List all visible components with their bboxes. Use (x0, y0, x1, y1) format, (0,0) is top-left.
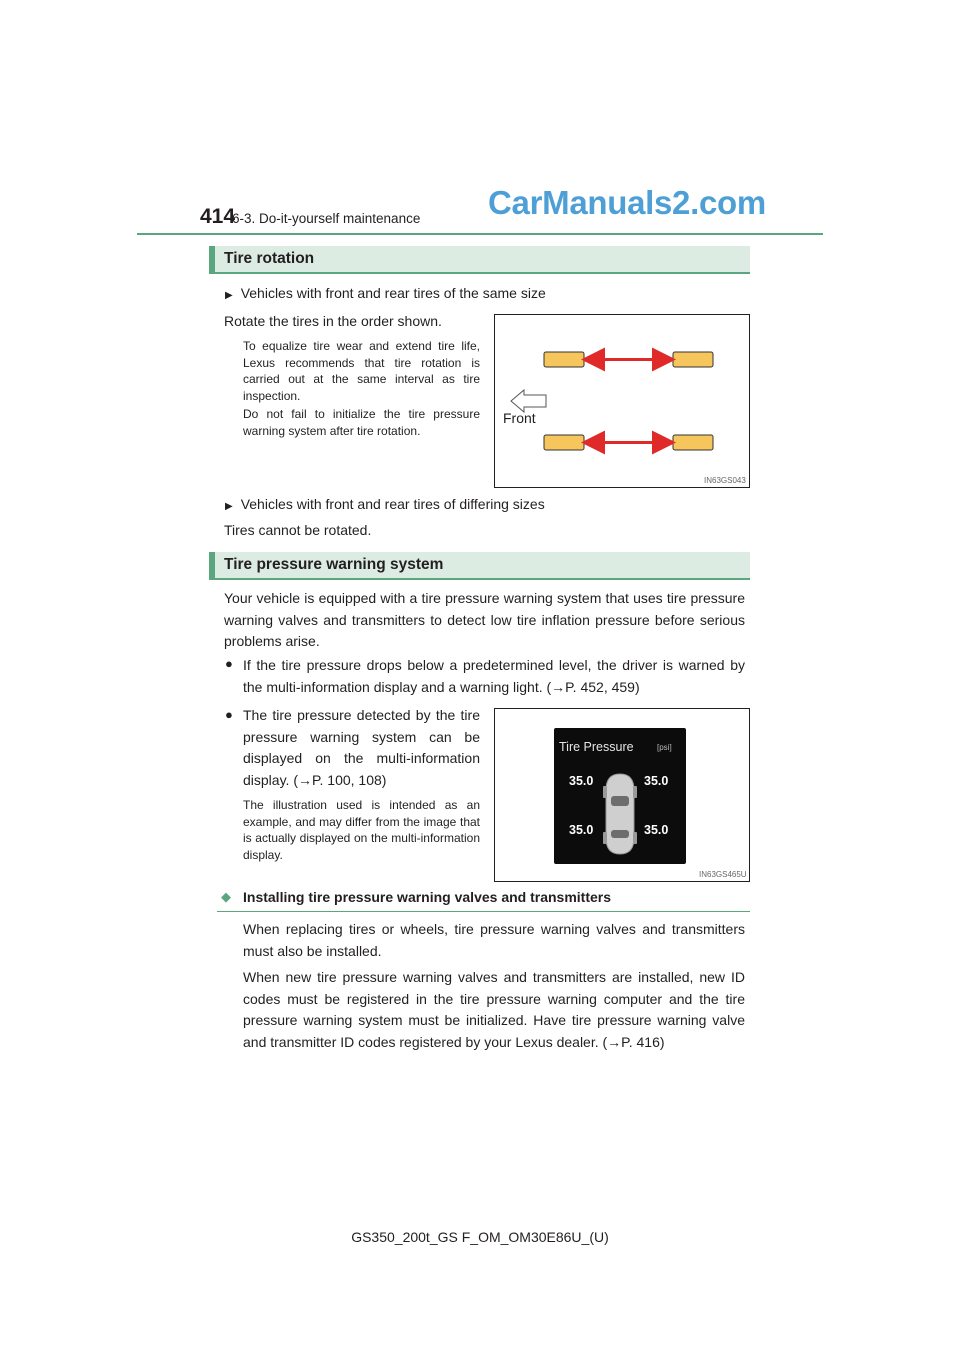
tpws-display-note: The illustration used is intended as an example, and may differ from the image that is actually displayed on the multi-information display. (243, 798, 480, 862)
rotation-note-1: To equalize tire wear and extend tire life, Lexus recommends that tire rotation is carried out at the same interval as tire inspection. (243, 339, 480, 403)
installing-para-1: When replacing tires or wheels, tire pressure warning valves and transmitters must also be installed. (243, 921, 745, 959)
multi-information-display (554, 728, 686, 864)
rotation-note-2: Do not fail to initialize the tire pressure warning system after tire rotation. (243, 407, 480, 438)
tpws-bullet-1: If the tire pressure drops below a predetermined level, the driver is warned by the multi-information display and a warning light. (→P. 452, 459) (243, 657, 745, 695)
tire-front-right (673, 352, 713, 367)
figure-code: IN63GS043 (704, 476, 746, 485)
tire-front-left (544, 352, 584, 367)
tire-rear-right (673, 435, 713, 450)
rotation-figure (494, 314, 750, 488)
tire-rear-left (544, 435, 584, 450)
tpws-figure (494, 708, 750, 882)
footer-model-code: GS350_200t_GS F_OM_OM30E86U_(U) (351, 1229, 609, 1245)
triangle-bullet-icon: ▶ (225, 501, 233, 512)
triangle-bullet-icon: ▶ (225, 290, 233, 301)
case1-label: Vehicles with front and rear tires of the same size (240, 285, 546, 301)
pressure-front-left: 35.0 (569, 774, 594, 788)
case2-row (225, 494, 745, 518)
rotation-diagram (495, 315, 749, 487)
display-unit: [psi] (657, 743, 672, 752)
tpws-heading-bar (209, 552, 750, 580)
display-title: Tire Pressure (559, 740, 634, 754)
front-label: Front (503, 410, 536, 426)
tpws-heading: Tire pressure warning system (224, 556, 444, 573)
pressure-rear-left: 35.0 (569, 823, 594, 837)
case2-text: Tires cannot be rotated. (224, 522, 372, 538)
pressure-rear-right: 35.0 (644, 823, 669, 837)
tire-rotation-heading: Tire rotation (224, 250, 315, 267)
header-rule (137, 233, 823, 235)
rotation-instruction: Rotate the tires in the order shown. (224, 313, 442, 329)
watermark: CarManuals2.com (488, 184, 766, 221)
page-number: 414 (200, 205, 236, 228)
section-title: 6-3. Do-it-yourself maintenance (232, 211, 421, 226)
tpws-bullet-2: The tire pressure detected by the tire pressure warning system can be displayed on the multi-information display. (→P. 100, 108) (243, 707, 480, 788)
installing-sub-heading: Installing tire pressure warning valves and transmitters (243, 889, 612, 905)
front-arrow-icon (511, 390, 546, 412)
tire-rotation-heading-bar (209, 246, 750, 274)
circle-bullet-icon: ● (225, 656, 233, 671)
car-top-view-icon (602, 772, 638, 856)
tpws-intro: Your vehicle is equipped with a tire pressure warning system that uses tire pressure warning valves and transmitters to detect low tire inflation pressure before serious problems arise. (224, 590, 745, 649)
diamond-bullet-icon: ◆ (221, 889, 231, 904)
circle-bullet-icon: ● (225, 707, 233, 722)
sub-heading-rule (217, 911, 750, 912)
display-figure-code: IN63GS465U (699, 870, 747, 879)
case1-row (225, 283, 745, 307)
case2-label: Vehicles with front and rear tires of differing sizes (240, 496, 545, 512)
installing-para-2: When new tire pressure warning valves and transmitters are installed, new ID codes must be registered in the tire pressure warning computer and the tire pressure warning system must be initialized. Have tire pressure warning valve and transmitter ID codes registered by your Lexus dealer. (→P. 416) (243, 969, 745, 1050)
pressure-front-right: 35.0 (644, 774, 669, 788)
